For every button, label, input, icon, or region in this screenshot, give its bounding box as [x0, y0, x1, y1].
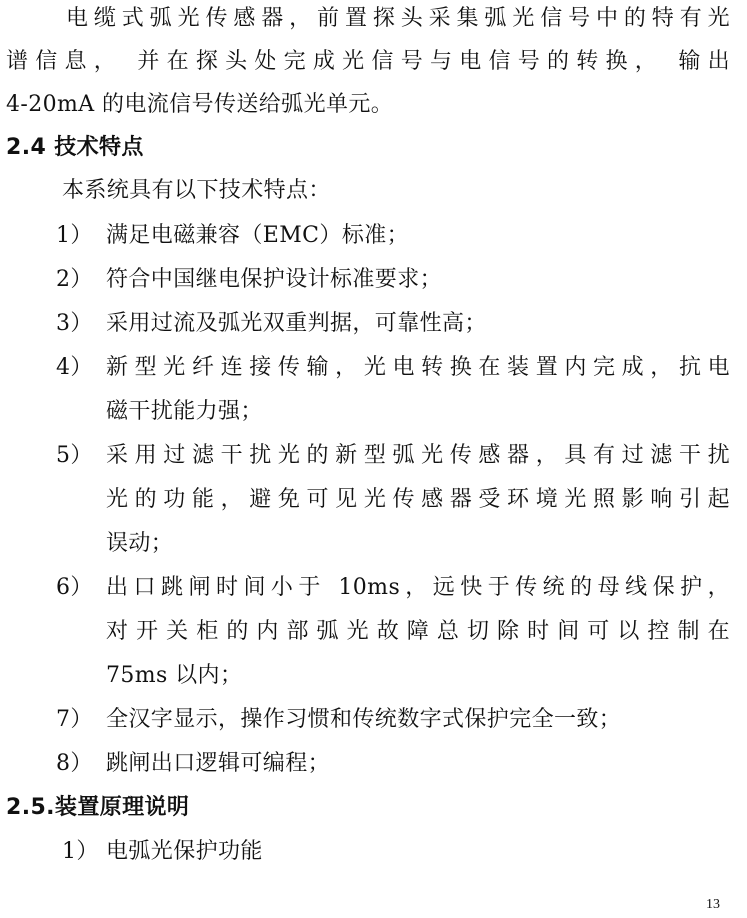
list-item-number: 1）: [62, 839, 99, 864]
list-item-number: 8）: [56, 751, 93, 776]
list-item-text: 出口跳闸时间小于 10ms，远快于传统的母线保护，: [106, 575, 730, 600]
section-intro: 本系统具有以下技术特点：: [62, 178, 331, 203]
section-heading-2-5: 2.5.装置原理说明: [6, 795, 190, 820]
list-item-text: 跳闸出口逻辑可编程；: [106, 751, 331, 776]
list-item-text-continued: 对开关柜的内部弧光故障总切除时间可以控制在: [106, 619, 730, 644]
list-item-text-continued: 75ms 以内；: [106, 663, 243, 688]
list-item-number: 1）: [56, 223, 93, 248]
list-item-text: 采用过滤干扰光的新型弧光传感器，具有过滤干扰: [106, 443, 730, 468]
list-item-text-continued: 误动；: [106, 531, 174, 556]
list-item-text: 满足电磁兼容（EMC）标准；: [106, 223, 410, 248]
list-item-text-continued: 光的功能，避免可见光传感器受环境光照影响引起: [106, 487, 730, 512]
list-item-text-continued: 磁干扰能力强；: [106, 399, 263, 424]
list-item-text: 全汉字显示，操作习惯和传统数字式保护完全一致；: [106, 707, 622, 732]
paragraph-line-3: 4-20mA 的电流信号传送给弧光单元。: [6, 92, 394, 117]
list-item-text: 符合中国继电保护设计标准要求；: [106, 267, 443, 292]
list-item-text: 采用过流及弧光双重判据，可靠性高；: [106, 311, 487, 336]
paragraph-line-1: 电缆式弧光传感器，前置探头采集弧光信号中的特有光: [66, 6, 730, 31]
list-item-text: 电弧光保护功能: [106, 839, 263, 864]
paragraph-line-2: 谱信息， 并在探头处完成光信号与电信号的转换， 输出: [6, 49, 730, 74]
list-item-number: 7）: [56, 707, 93, 732]
section-heading-2-4: 2.4 技术特点: [6, 135, 144, 160]
page-number: 13: [706, 897, 720, 912]
list-item-number: 3）: [56, 311, 93, 336]
list-item-text: 新型光纤连接传输，光电转换在装置内完成，抗电: [106, 355, 730, 380]
list-item-number: 4）: [56, 355, 93, 380]
list-item-number: 5）: [56, 443, 93, 468]
list-item-number: 6）: [56, 575, 93, 600]
list-item-number: 2）: [56, 267, 93, 292]
